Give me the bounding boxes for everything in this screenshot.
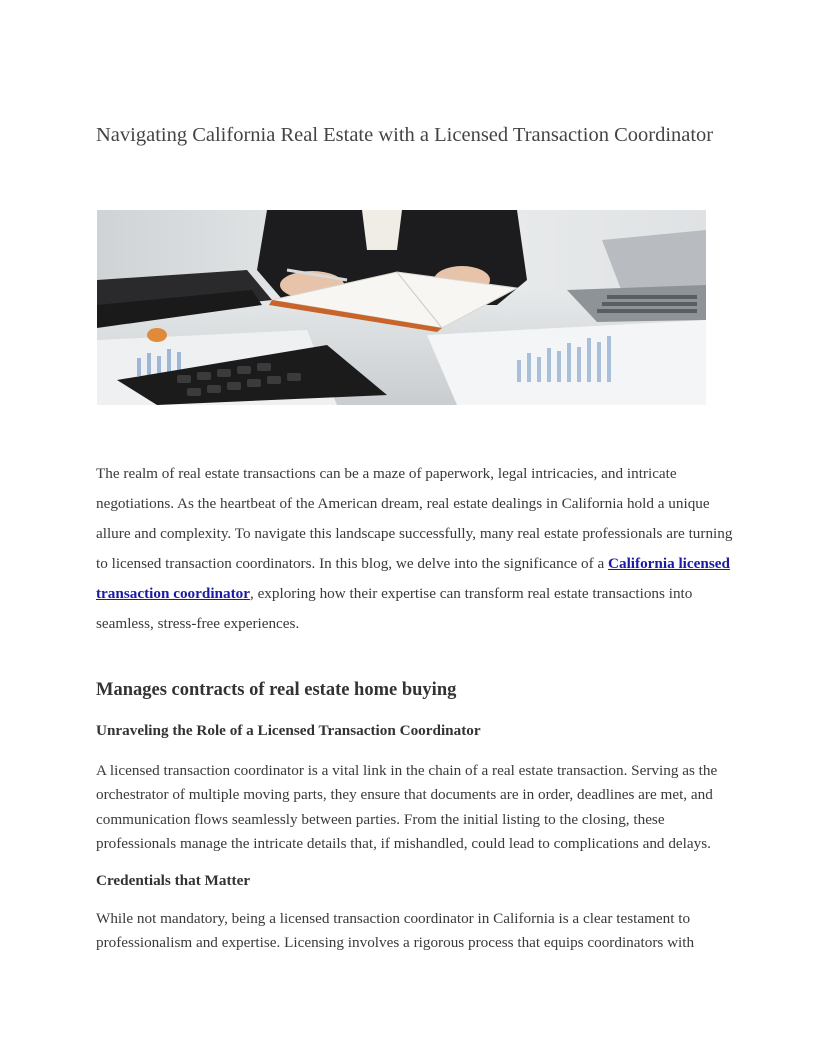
section-heading-contracts: Manages contracts of real estate home buying	[96, 680, 457, 700]
intro-text-before: The realm of real estate transactions can be a maze of paperwork, legal intricacies, and intricate negotiations. As the heartbeat of the American dream, real estate dealings in California hold a unique allure and complexity. To navigate this landscape successfully, many real estate professionals are turning to licensed transaction coordinators. In this blog, we delve into the significance of a	[96, 465, 733, 572]
intro-text-after: , exploring how their expertise can transform real estate transactions into seamless, stress-free experiences.	[96, 585, 693, 632]
subheading-role: Unraveling the Role of a Licensed Transaction Coordinator	[96, 722, 481, 739]
role-paragraph: A licensed transaction coordinator is a vital link in the chain of a real estate transaction. Serving as the orchestrator of multiple moving parts, they ensure that documents are in order, deadlines are met, and communication flows seamlessly between parties. From the initial listing to the closing, these professionals manage the intricate details that, if mishandled, could lead to complications and delays.	[96, 762, 718, 852]
intro-paragraph	[96, 459, 736, 639]
page-title: Navigating California Real Estate with a Licensed Transaction Coordinator	[96, 124, 714, 146]
california-tc-link[interactable]: California licensed transaction coordinator	[96, 555, 730, 602]
credentials-paragraph: While not mandatory, being a licensed transaction coordinator in California is a clear testament to professionalism and expertise. Licensing involves a rigorous process that equips coordinators with	[96, 910, 695, 952]
subheading-credentials: Credentials that Matter	[96, 872, 251, 889]
hero-image	[97, 210, 706, 405]
